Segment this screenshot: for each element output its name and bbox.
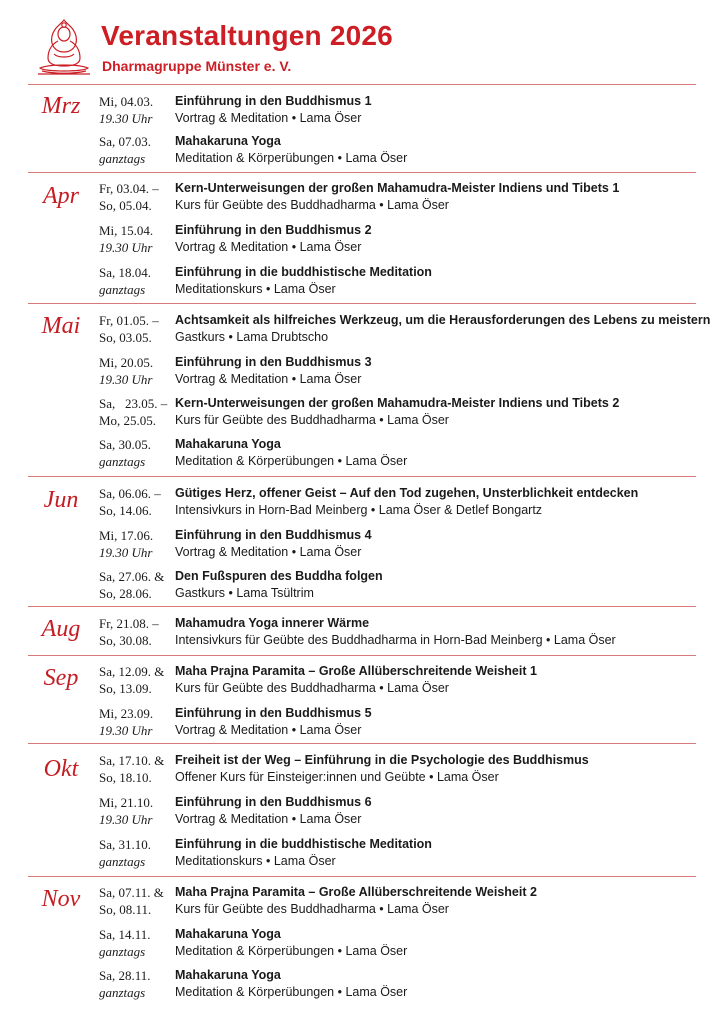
event-title: Einführung in den Buddhismus 2 [175, 223, 372, 237]
page-subtitle: Dharmagruppe Münster e. V. [102, 58, 292, 74]
event-title: Einführung in die buddhistische Meditation [175, 265, 432, 279]
event-title: Einführung in den Buddhismus 6 [175, 795, 372, 809]
event-details: Vortrag & Meditation • Lama Öser [175, 240, 362, 254]
month-divider [28, 655, 696, 656]
event-date-start: Fr, 21.08. – [99, 616, 159, 631]
event-date-end: So, 08.11. [99, 902, 152, 917]
event-date-end: So, 14.06. [99, 503, 152, 518]
event-date-start: Fr, 03.04. – [99, 181, 159, 196]
event-item [175, 663, 537, 697]
event-date-end: ganztags [99, 282, 146, 297]
event-item [175, 133, 407, 167]
event-date-end: 19.30 Uhr [99, 545, 153, 560]
event-date-end: 19.30 Uhr [99, 111, 153, 126]
event-title: Mahakaruna Yoga [175, 134, 281, 148]
event-date [99, 752, 164, 786]
event-title: Einführung in die buddhistische Meditation [175, 837, 432, 851]
event-date-start: Mi, 20.05. [99, 355, 154, 370]
event-date [99, 794, 153, 828]
event-title: Mahakaruna Yoga [175, 927, 281, 941]
event-date [99, 836, 151, 870]
event-date-start: Sa, 28.11. [99, 968, 151, 983]
event-title: Maha Prajna Paramita – Große Allüberschreitende Weisheit 1 [175, 664, 537, 678]
month-divider [28, 84, 696, 85]
month-label: Mrz [41, 93, 81, 119]
event-date [99, 485, 161, 519]
event-date-end: Mo, 25.05. [99, 413, 157, 428]
event-date-start: Mi, 21.10. [99, 795, 154, 810]
event-title: Freiheit ist der Weg – Einführung in die Psychologie des Buddhismus [175, 753, 589, 767]
event-date-end: ganztags [99, 454, 146, 469]
month-label: Apr [43, 183, 79, 209]
event-title: Mahakaruna Yoga [175, 968, 281, 982]
event-date-end: ganztags [99, 985, 146, 1000]
event-title: Kern-Unterweisungen der großen Mahamudra-Meister Indiens und Tibets 2 [175, 396, 620, 410]
event-date [99, 354, 153, 388]
event-title: Maha Prajna Paramita – Große Allüberschreitende Weisheit 2 [175, 885, 537, 899]
event-item [175, 926, 407, 960]
event-details: Vortrag & Meditation • Lama Öser [175, 111, 362, 125]
event-details: Vortrag & Meditation • Lama Öser [175, 812, 362, 826]
month-divider [28, 476, 696, 477]
event-title: Den Fußspuren des Buddha folgen [175, 569, 383, 583]
event-details: Gastkurs • Lama Drubtscho [175, 330, 329, 344]
event-date [99, 222, 153, 256]
event-details: Intensivkurs für Geübte des Buddhadharma in Horn-Bad Meinberg • Lama Öser [175, 633, 616, 647]
event-details: Meditation & Körperübungen • Lama Öser [175, 454, 408, 468]
event-date-end: So, 03.05. [99, 330, 152, 345]
month-divider [28, 303, 696, 304]
event-item [175, 568, 383, 602]
event-date-start: Sa, 07.03. [99, 134, 151, 149]
event-date-end: So, 18.10. [99, 770, 152, 785]
event-title: Einführung in den Buddhismus 3 [175, 355, 372, 369]
event-date [99, 264, 151, 298]
event-item [175, 436, 407, 470]
event-date-end: ganztags [99, 944, 146, 959]
month-label: Sep [43, 665, 79, 691]
event-details: Meditation & Körperübungen • Lama Öser [175, 944, 408, 958]
month-divider [28, 876, 696, 877]
event-date-end: ganztags [99, 151, 146, 166]
event-date-end: 19.30 Uhr [99, 372, 153, 387]
event-date [99, 436, 151, 470]
event-details: Vortrag & Meditation • Lama Öser [175, 372, 362, 386]
event-details: Meditationskurs • Lama Öser [175, 854, 336, 868]
month-label: Nov [41, 886, 81, 912]
event-date [99, 180, 159, 214]
event-item [175, 836, 432, 870]
event-date [99, 884, 164, 918]
event-date [99, 663, 164, 697]
month-divider [28, 172, 696, 173]
event-date-end: So, 28.06. [99, 586, 152, 601]
event-details: Vortrag & Meditation • Lama Öser [175, 723, 362, 737]
event-date-start: Mi, 04.03. [99, 94, 154, 109]
event-title: Kern-Unterweisungen der großen Mahamudra-Meister Indiens und Tibets 1 [175, 181, 620, 195]
event-details: Kurs für Geübte des Buddhadharma • Lama Öser [175, 198, 449, 212]
event-details: Offener Kurs für Einsteiger:innen und Geübte • Lama Öser [175, 770, 499, 784]
event-details: Kurs für Geübte des Buddhadharma • Lama Öser [175, 681, 449, 695]
event-details: Kurs für Geübte des Buddhadharma • Lama Öser [175, 902, 449, 916]
event-item [175, 485, 638, 519]
event-date [99, 568, 164, 602]
event-date-start: Sa, 14.11. [99, 927, 151, 942]
event-date-start: Fr, 01.05. – [99, 313, 159, 328]
month-label: Mai [41, 313, 81, 339]
event-date-end: 19.30 Uhr [99, 812, 153, 827]
month-divider [28, 606, 696, 607]
event-date-start: Sa, 18.04. [99, 265, 151, 280]
event-date-start: Sa, 17.10. & [99, 753, 165, 768]
event-details: Kurs für Geübte des Buddhadharma • Lama Öser [175, 413, 449, 427]
event-title: Einführung in den Buddhismus 1 [175, 94, 372, 108]
event-item [175, 615, 616, 649]
event-date-start: Mi, 23.09. [99, 706, 154, 721]
event-item [175, 705, 372, 739]
event-date [99, 395, 167, 429]
event-date-start: Mi, 15.04. [99, 223, 154, 238]
event-title: Einführung in den Buddhismus 5 [175, 706, 372, 720]
event-title: Mahamudra Yoga innerer Wärme [175, 616, 370, 630]
event-date [99, 133, 151, 167]
event-date-start: Sa, 06.06. – [99, 486, 161, 501]
event-date [99, 967, 151, 1001]
event-details: Meditation & Körperübungen • Lama Öser [175, 985, 408, 999]
event-date-start: Sa, 12.09. & [99, 664, 165, 679]
buddha-outline-icon [36, 18, 92, 76]
event-date [99, 93, 153, 127]
event-date-start: Sa, 31.10. [99, 837, 151, 852]
event-item [175, 794, 372, 828]
event-date-end: So, 13.09. [99, 681, 152, 696]
event-item [175, 752, 589, 786]
event-date-end: So, 05.04. [99, 198, 152, 213]
event-item [175, 527, 372, 561]
month-label: Jun [43, 487, 79, 513]
event-date [99, 527, 153, 561]
event-date-start: Sa, 23.05. – [99, 396, 168, 411]
event-date-start: Mi, 17.06. [99, 528, 154, 543]
event-item [175, 312, 710, 346]
page-title: Veranstaltungen 2026 [101, 20, 393, 51]
event-date [99, 705, 153, 739]
month-label: Okt [43, 756, 79, 782]
event-item [175, 395, 619, 429]
event-item [175, 884, 537, 918]
event-date [99, 926, 151, 960]
month-label: Aug [41, 616, 81, 642]
event-title: Gütiges Herz, offener Geist – Auf den Tod zugehen, Unsterblichkeit entdecken [175, 486, 639, 500]
event-details: Gastkurs • Lama Tsültrim [175, 586, 314, 600]
event-title: Einführung in den Buddhismus 4 [175, 528, 372, 542]
event-title: Mahakaruna Yoga [175, 437, 281, 451]
event-date-start: Sa, 07.11. & [99, 885, 164, 900]
event-item [175, 222, 372, 256]
event-date-end: 19.30 Uhr [99, 723, 153, 738]
event-details: Meditation & Körperübungen • Lama Öser [175, 151, 408, 165]
event-date [99, 312, 159, 346]
event-date-start: Sa, 30.05. [99, 437, 151, 452]
event-date [99, 615, 159, 649]
event-date-end: 19.30 Uhr [99, 240, 153, 255]
month-divider [28, 743, 696, 744]
page-header [0, 0, 724, 80]
event-details: Vortrag & Meditation • Lama Öser [175, 545, 362, 559]
event-item [175, 93, 372, 127]
event-details: Intensivkurs in Horn-Bad Meinberg • Lama Öser & Detlef Bongartz [175, 503, 543, 517]
event-item [175, 264, 432, 298]
event-date-end: So, 30.08. [99, 633, 152, 648]
event-details: Meditationskurs • Lama Öser [175, 282, 336, 296]
event-title: Achtsamkeit als hilfreiches Werkzeug, um die Herausforderungen des Lebens zu meistern [175, 313, 711, 327]
event-item [175, 354, 372, 388]
event-item [175, 967, 407, 1001]
event-date-start: Sa, 27.06. & [99, 569, 165, 584]
event-item [175, 180, 619, 214]
event-date-end: ganztags [99, 854, 146, 869]
